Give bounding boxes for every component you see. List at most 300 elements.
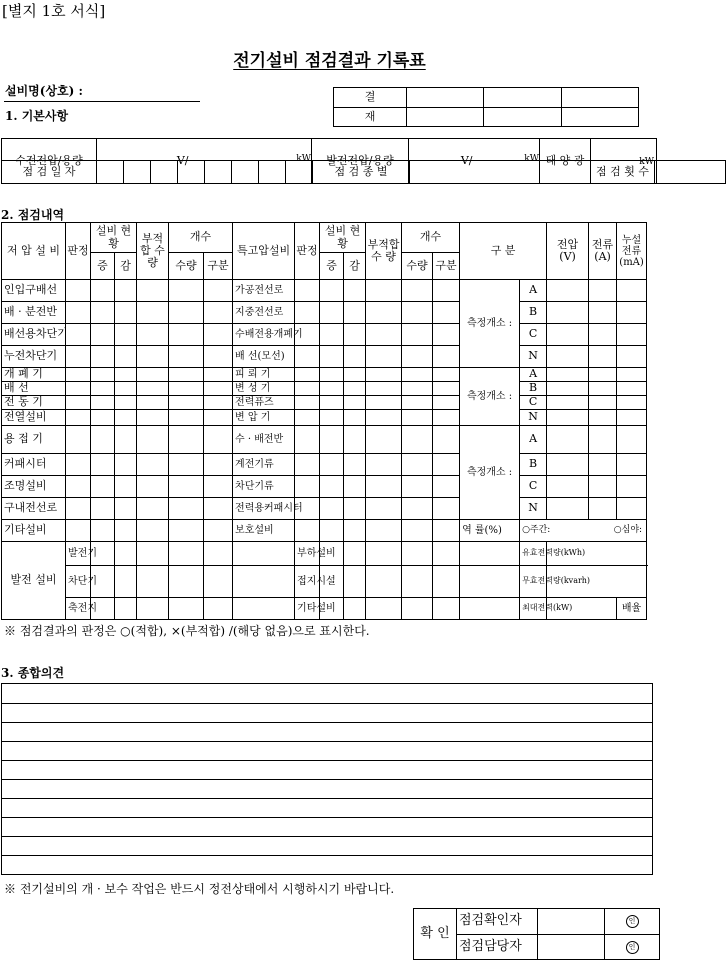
input-cell[interactable] [366,382,402,396]
input-cell[interactable] [320,368,344,382]
table-row [2,368,647,382]
input-cell[interactable] [137,542,169,566]
input-cell[interactable] [137,396,169,410]
phase-label: A [520,426,547,454]
leakage-cell[interactable] [617,368,647,382]
input-cell[interactable] [366,302,402,324]
approval-cell[interactable] [561,88,638,108]
input-cell[interactable] [344,396,366,410]
input-cell[interactable] [91,454,115,476]
inc-header: 증 [91,253,115,280]
current-cell[interactable] [589,454,617,476]
gen-voltage-field[interactable]: V/ kW [409,139,540,184]
input-cell[interactable] [66,426,91,454]
input-cell[interactable] [233,598,295,620]
input-cell[interactable] [66,382,91,396]
input-cell[interactable] [402,346,433,368]
input-cell[interactable] [295,346,320,368]
input-cell[interactable] [137,324,169,346]
input-cell[interactable] [402,598,433,620]
input-cell[interactable] [295,410,320,426]
input-cell[interactable] [137,498,169,520]
input-cell[interactable] [366,426,402,454]
input-cell[interactable] [402,280,433,302]
input-cell[interactable] [402,476,433,498]
voltage-cell[interactable] [547,476,589,498]
input-cell[interactable] [402,382,433,396]
input-cell[interactable] [366,520,402,542]
input-cell[interactable] [115,426,137,454]
current-cell[interactable] [589,410,617,426]
input-cell[interactable] [91,324,115,346]
current-cell[interactable] [589,426,617,454]
input-cell[interactable] [115,542,137,566]
input-cell[interactable] [402,498,433,520]
input-cell[interactable] [169,324,204,346]
input-cell[interactable] [344,368,366,382]
input-cell[interactable] [295,382,320,396]
voltage-cell[interactable] [547,396,589,410]
current-cell[interactable] [589,476,617,498]
input-cell[interactable] [320,454,344,476]
input-cell[interactable] [66,302,91,324]
input-cell[interactable] [169,426,204,454]
table-row [2,324,647,346]
input-cell[interactable] [115,454,137,476]
input-cell[interactable] [204,426,233,454]
input-cell[interactable] [366,280,402,302]
input-cell[interactable] [137,520,169,542]
input-cell[interactable] [137,598,169,620]
input-cell[interactable] [320,396,344,410]
leakage-cell[interactable] [617,498,647,520]
special-item: 가공전선로 [233,280,295,302]
leakage-cell[interactable] [617,346,647,368]
input-cell[interactable] [204,542,233,566]
input-cell[interactable] [295,368,320,382]
phase-label: N [520,410,547,426]
opinion-box[interactable] [1,683,653,875]
leakage-cell[interactable] [617,426,647,454]
date-cell[interactable] [151,161,178,184]
voltage-cell[interactable] [547,454,589,476]
input-cell[interactable] [344,498,366,520]
input-cell[interactable] [137,454,169,476]
inc-header: 증 [320,253,344,280]
confirm-label: 확 인 [414,909,457,960]
leakage-cell[interactable] [617,454,647,476]
input-cell[interactable] [115,476,137,498]
input-cell[interactable] [366,396,402,410]
input-cell[interactable] [169,368,204,382]
approval-label-2: 재 [334,107,407,127]
input-cell[interactable] [66,454,91,476]
basic-info-row2 [1,160,726,184]
input-cell[interactable] [169,346,204,368]
input-cell[interactable] [91,426,115,454]
input-cell[interactable] [115,280,137,302]
date-cell[interactable] [178,161,205,184]
current-cell[interactable] [589,346,617,368]
inspection-type-field[interactable] [410,161,591,184]
leakage-cell[interactable] [617,324,647,346]
input-cell[interactable] [115,346,137,368]
input-cell[interactable] [402,302,433,324]
input-cell[interactable] [320,324,344,346]
input-cell[interactable] [66,410,91,426]
measure-label: 측정개소 : [460,368,520,426]
current-cell[interactable] [589,396,617,410]
qty-sub-header: 수량 [169,253,204,280]
input-cell[interactable] [204,454,233,476]
input-cell[interactable] [433,302,460,324]
input-cell[interactable] [433,382,460,396]
input-cell[interactable] [66,396,91,410]
inspection-count-label: 점 검 횟 수 [591,161,655,184]
leakage-header: 누설 전류 (mA) [617,223,647,280]
low-voltage-item: 전열설비 [2,410,66,426]
leakage-cell[interactable] [617,396,647,410]
input-cell[interactable] [115,520,137,542]
input-cell[interactable] [137,280,169,302]
input-cell[interactable] [66,324,91,346]
date-cell[interactable] [97,161,124,184]
measure-label: 측정개소 : [460,426,520,520]
date-cell[interactable] [286,161,313,184]
approval-cell[interactable] [484,107,561,127]
input-cell[interactable] [402,520,433,542]
input-cell[interactable] [460,542,520,566]
inspection-type-label: 점 검 종 별 [313,161,410,184]
input-cell[interactable] [91,498,115,520]
current-cell[interactable] [589,382,617,396]
multiplier-label: 배율 [617,598,647,620]
special-item: 수 · 배전반 [233,426,295,454]
input-cell[interactable] [115,382,137,396]
input-cell[interactable] [137,302,169,324]
table-row [2,410,647,426]
current-cell[interactable] [589,302,617,324]
input-cell[interactable] [115,368,137,382]
current-cell[interactable] [589,280,617,302]
input-cell[interactable] [137,476,169,498]
input-cell[interactable] [320,520,344,542]
input-cell[interactable] [204,324,233,346]
input-cell[interactable] [169,280,204,302]
receive-voltage-field[interactable]: V/ kW [97,139,312,184]
input-cell[interactable] [204,520,233,542]
input-cell[interactable] [233,542,295,566]
input-cell[interactable] [295,476,320,498]
input-cell[interactable] [137,566,169,598]
voltage-cell[interactable] [547,346,589,368]
table-row [2,520,647,542]
footer-note: ※ 전기설비의 개 · 보수 작업은 반드시 정전상태에서 시행하시기 바랍니다. [4,882,395,896]
input-cell[interactable] [433,566,460,598]
input-cell[interactable] [91,476,115,498]
input-cell[interactable] [433,520,460,542]
low-voltage-item: 개 폐 기 [2,368,66,382]
input-cell[interactable] [137,410,169,426]
approval-cell[interactable] [561,107,638,127]
input-cell[interactable] [366,346,402,368]
input-cell[interactable] [115,302,137,324]
input-cell[interactable] [344,410,366,426]
leakage-cell[interactable] [617,476,647,498]
input-cell[interactable] [137,368,169,382]
approval-cell[interactable] [484,88,561,108]
phase-label: B [520,454,547,476]
input-cell[interactable] [169,566,204,598]
input-cell[interactable] [402,368,433,382]
table-row [2,454,647,476]
input-cell[interactable] [295,280,320,302]
input-cell[interactable] [320,426,344,454]
input-cell[interactable] [137,346,169,368]
leakage-cell[interactable] [617,410,647,426]
dec-header: 감 [115,253,137,280]
facility-label: 설비명(상호) : [5,84,83,98]
input-cell[interactable] [204,368,233,382]
input-cell[interactable] [66,520,91,542]
table-row [2,396,647,410]
date-cell[interactable] [259,161,286,184]
input-cell[interactable] [91,302,115,324]
input-cell[interactable] [344,346,366,368]
input-cell[interactable] [295,426,320,454]
solar-field[interactable]: kW [591,139,657,184]
input-cell[interactable] [233,566,295,598]
input-cell[interactable] [433,346,460,368]
low-voltage-item: 누전차단기 [2,346,66,368]
input-cell[interactable] [433,598,460,620]
input-cell[interactable] [204,382,233,396]
special-item: 배 선(모선) [233,346,295,368]
inspector-field[interactable] [538,909,605,935]
input-cell[interactable] [204,346,233,368]
current-cell[interactable] [589,498,617,520]
input-cell[interactable] [366,598,402,620]
special-item: 피 뢰 기 [233,368,295,382]
input-cell[interactable] [402,324,433,346]
input-cell[interactable] [204,476,233,498]
manager-field[interactable] [538,934,605,960]
input-cell[interactable] [91,346,115,368]
section-basic-title: 1. 기본사항 [5,109,69,123]
table-row [2,542,647,566]
input-cell[interactable] [204,598,233,620]
leakage-cell[interactable] [617,382,647,396]
reactive-power-label: 무효전력량(kvarh) [520,566,547,598]
input-cell[interactable] [320,410,344,426]
input-cell[interactable] [320,498,344,520]
voltage-cell[interactable] [547,368,589,382]
input-cell[interactable] [66,346,91,368]
input-cell[interactable] [137,382,169,396]
input-cell[interactable] [169,498,204,520]
input-cell[interactable] [91,396,115,410]
judge-header: 판정 [295,223,320,280]
input-cell[interactable] [344,324,366,346]
input-cell[interactable] [204,410,233,426]
input-cell[interactable] [91,410,115,426]
approval-cell[interactable] [407,88,484,108]
voltage-header: 전압 (V) [547,223,589,280]
input-cell[interactable] [66,280,91,302]
gen-voltage-label: 발전전압/용량 [312,139,409,184]
input-cell[interactable] [433,280,460,302]
voltage-cell[interactable] [547,382,589,396]
input-cell[interactable] [66,498,91,520]
table-row [2,476,647,498]
input-cell[interactable] [320,280,344,302]
input-cell[interactable] [402,454,433,476]
leakage-cell[interactable] [617,280,647,302]
input-cell[interactable] [460,566,520,598]
input-cell[interactable] [169,542,204,566]
input-cell[interactable] [115,498,137,520]
unfit-qty-header: 부적합 수 량 [366,223,402,280]
special-item: 변 성 기 [233,382,295,396]
input-cell[interactable] [433,498,460,520]
input-cell[interactable] [204,280,233,302]
input-cell[interactable] [204,498,233,520]
voltage-cell[interactable] [547,280,589,302]
voltage-cell[interactable] [547,324,589,346]
low-voltage-item: 차단기 [66,566,91,598]
input-cell[interactable] [433,542,460,566]
input-cell[interactable] [115,396,137,410]
input-cell[interactable] [366,410,402,426]
input-cell[interactable] [204,302,233,324]
input-cell[interactable] [169,410,204,426]
input-cell[interactable] [433,368,460,382]
input-cell[interactable] [66,476,91,498]
table-row [2,426,647,454]
voltage-cell[interactable] [547,410,589,426]
input-cell[interactable] [402,410,433,426]
input-cell[interactable] [169,476,204,498]
input-cell[interactable] [366,498,402,520]
input-cell[interactable] [115,324,137,346]
input-cell[interactable] [115,598,137,620]
input-cell[interactable] [295,302,320,324]
input-cell[interactable] [433,426,460,454]
input-cell[interactable] [169,302,204,324]
table-row [2,498,647,520]
table-row [2,280,647,302]
input-cell[interactable] [169,520,204,542]
input-cell[interactable] [402,542,433,566]
input-cell[interactable] [460,598,520,620]
input-cell[interactable] [91,368,115,382]
input-cell[interactable] [402,396,433,410]
input-cell[interactable] [433,410,460,426]
input-cell[interactable] [344,598,366,620]
approval-cell[interactable] [407,107,484,127]
current-header: 전류 (A) [589,223,617,280]
input-cell[interactable] [433,454,460,476]
voltage-cell[interactable] [547,426,589,454]
leakage-cell[interactable] [617,302,647,324]
input-cell[interactable] [115,410,137,426]
voltage-cell[interactable] [547,302,589,324]
input-cell[interactable] [320,302,344,324]
input-cell[interactable] [169,454,204,476]
phase-label: N [520,346,547,368]
phase-label: B [520,382,547,396]
input-cell[interactable] [169,598,204,620]
input-cell[interactable] [366,542,402,566]
phase-label: A [520,280,547,302]
input-cell[interactable] [366,324,402,346]
voltage-cell[interactable] [547,498,589,520]
input-cell[interactable] [344,302,366,324]
input-cell[interactable] [320,346,344,368]
input-cell[interactable] [344,520,366,542]
date-cell[interactable] [205,161,232,184]
phase-label: C [520,476,547,498]
current-cell[interactable] [589,324,617,346]
input-cell[interactable] [402,426,433,454]
dec-header: 감 [344,253,366,280]
input-cell[interactable] [295,454,320,476]
input-cell[interactable] [169,396,204,410]
input-cell[interactable] [344,426,366,454]
input-cell[interactable] [115,566,137,598]
input-cell[interactable] [366,566,402,598]
input-cell[interactable] [344,382,366,396]
table-row [2,598,647,620]
input-cell[interactable] [366,476,402,498]
input-cell[interactable] [91,520,115,542]
input-cell[interactable] [204,396,233,410]
input-cell[interactable] [344,566,366,598]
input-cell[interactable] [433,476,460,498]
input-cell[interactable] [91,382,115,396]
input-cell[interactable] [344,280,366,302]
input-cell[interactable] [344,454,366,476]
input-cell[interactable] [366,454,402,476]
power-factor-field[interactable]: ○주간: ○심야: [520,520,647,542]
input-cell[interactable] [91,280,115,302]
date-cell[interactable] [124,161,151,184]
input-cell[interactable] [137,426,169,454]
input-cell[interactable] [433,324,460,346]
input-cell[interactable] [344,476,366,498]
qty-header: 개수 [169,223,233,253]
input-cell[interactable] [295,520,320,542]
inspection-table [1,222,647,620]
inspection-count-field[interactable] [655,161,726,184]
input-cell[interactable] [66,368,91,382]
input-cell[interactable] [366,368,402,382]
input-cell[interactable] [320,476,344,498]
input-cell[interactable] [433,396,460,410]
input-cell[interactable] [344,542,366,566]
date-cell[interactable] [232,161,259,184]
manager-seal[interactable]: 인 [605,934,660,960]
input-cell[interactable] [169,382,204,396]
input-cell[interactable] [320,382,344,396]
input-cell[interactable] [204,566,233,598]
approval-label-1: 결 [334,88,407,108]
input-cell[interactable] [402,566,433,598]
current-cell[interactable] [589,368,617,382]
input-cell[interactable] [295,396,320,410]
low-voltage-item: 배선용차단기 [2,324,66,346]
inspector-seal[interactable]: 인 [605,909,660,935]
